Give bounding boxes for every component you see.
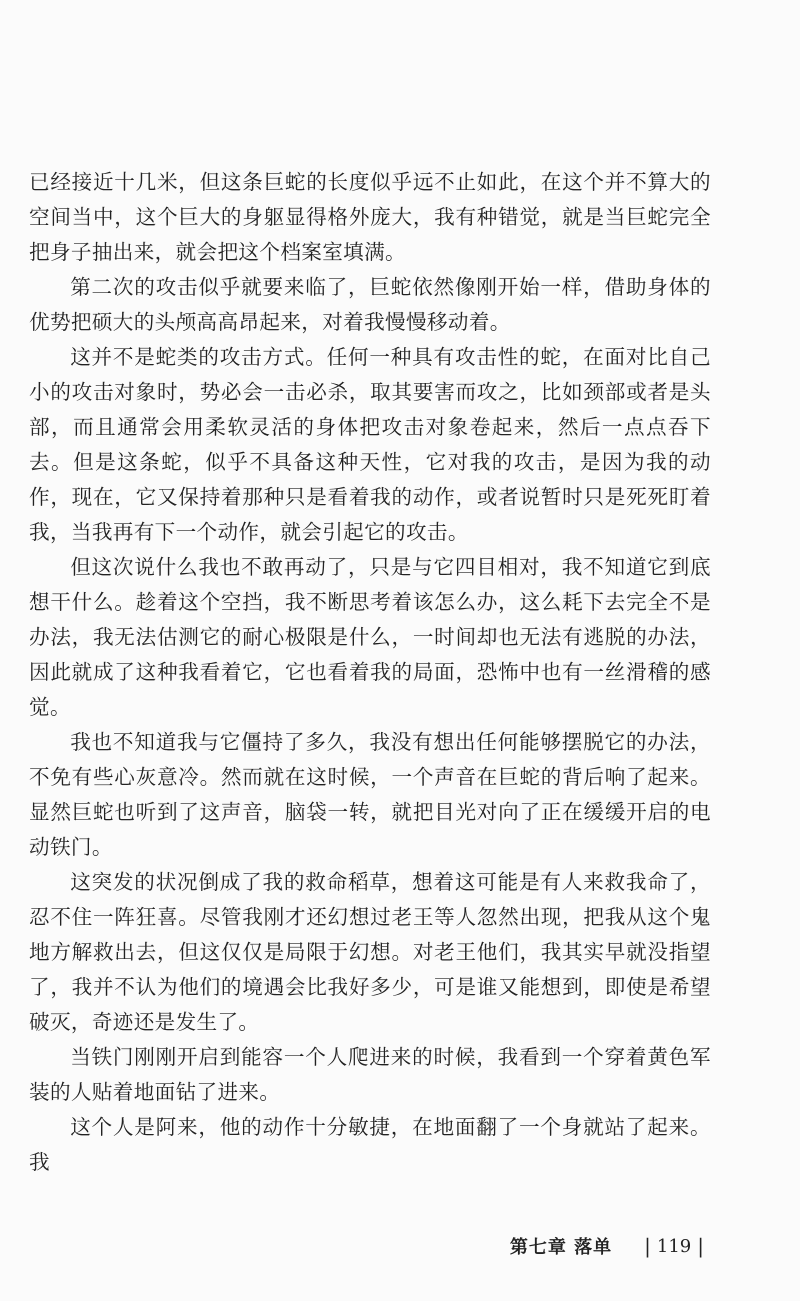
paragraph: 当铁门刚刚开启到能容一个人爬进来的时候，我看到一个穿着黄色军装的人贴着地面钻了进来。 bbox=[29, 1045, 711, 1104]
page-footer bbox=[510, 1233, 710, 1259]
chapter-title: 第七章 落单 bbox=[509, 1237, 613, 1258]
page-number: 119 bbox=[656, 1235, 692, 1257]
footer-separator-end: | bbox=[697, 1234, 704, 1258]
paragraph: 我也不知道我与它僵持了多久，我没有想出任何能够摆脱它的办法，不免有些心灰意冷。然而就在这时候，一个声音在巨蛇的背后响了起来。显然巨蛇也听到了这声音，脑袋一转，就把目光对向了正在缓缓开启的电动铁门。 bbox=[29, 730, 711, 859]
paragraph: 第二次的攻击似乎就要来临了，巨蛇依然像刚开始一样，借助身体的优势把硕大的头颅高高昂起来，对着我慢慢移动着。 bbox=[29, 275, 711, 334]
paragraph: 这并不是蛇类的攻击方式。任何一种具有攻击性的蛇，在面对比自己小的攻击对象时，势必会一击必杀，取其要害而攻之，比如颈部或者是头部，而且通常会用柔软灵活的身体把攻击对象卷起来，然后一点点吞下去。但是这条蛇，似乎不具备这种天性，它对我的攻击，是因为我的动作，现在，它又保持着那种只是看着我的动作，或者说暂时只是死死盯着我，当我再有下一个动作，就会引起它的攻击。 bbox=[29, 345, 711, 544]
paragraph: 这突发的状况倒成了我的救命稻草，想着这可能是有人来救我命了，忍不住一阵狂喜。尽管我刚才还幻想过老王等人忽然出现，把我从这个鬼地方解救出去，但这仅仅是局限于幻想。对老王他们，我其实早就没指望了，我并不认为他们的境遇会比我好多少，可是谁又能想到，即使是希望破灭，奇迹还是发生了。 bbox=[29, 870, 711, 1034]
paragraph: 但这次说什么我也不敢再动了，只是与它四目相对，我不知道它到底想干什么。趁着这个空挡，我不断思考着该怎么办，这么耗下去完全不是办法，我无法估测它的耐心极限是什么，一时间却也无法有逃脱的办法，因此就成了这种我看着它，它也看着我的局面，恐怖中也有一丝滑稽的感觉。 bbox=[29, 555, 711, 719]
body-text bbox=[29, 165, 711, 1180]
footer-separator: | bbox=[644, 1234, 651, 1258]
paragraph: 已经接近十几米，但这条巨蛇的长度似乎远不止如此，在这个并不算大的空间当中，这个巨大的身躯显得格外庞大，我有种错觉，就是当巨蛇完全把身子抽出来，就会把这个档案室填满。 bbox=[29, 170, 711, 264]
paragraph: 这个人是阿来，他的动作十分敏捷，在地面翻了一个身就站了起来。我 bbox=[29, 1115, 711, 1174]
